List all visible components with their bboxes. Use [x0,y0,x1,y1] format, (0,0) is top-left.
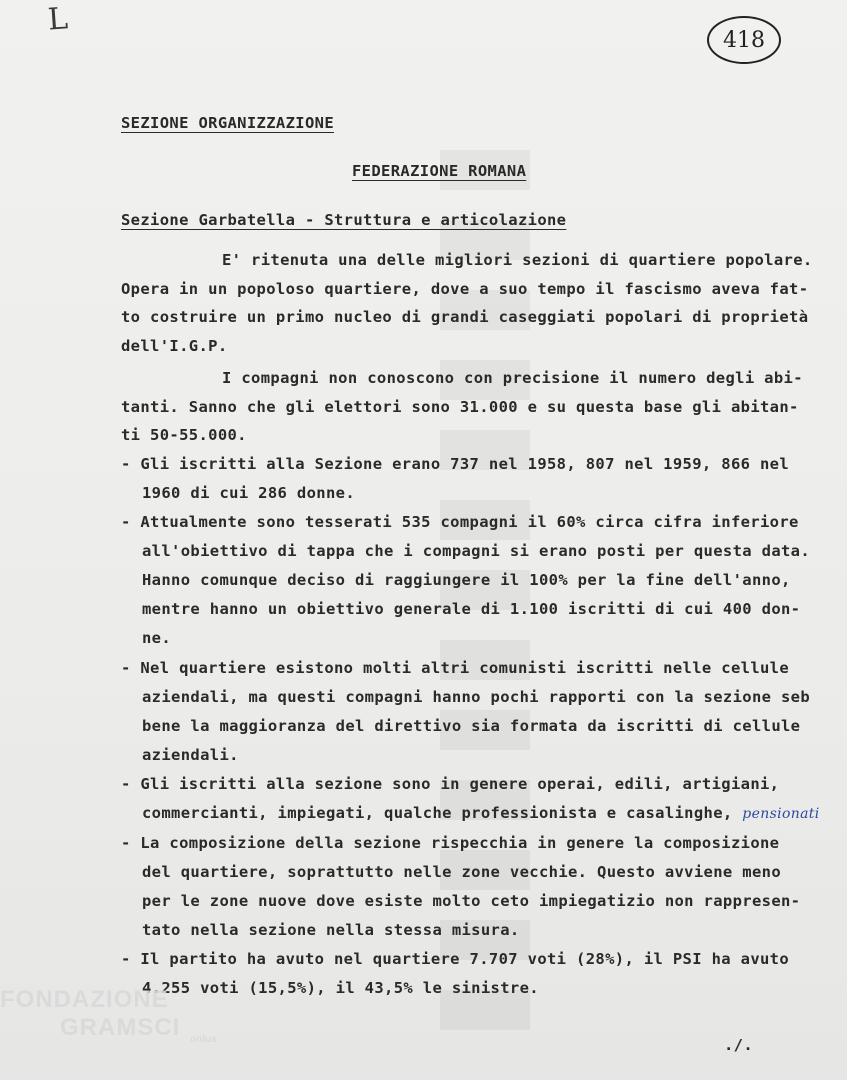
text-line: E' ritenuta una delle migliori sezioni di quartiere popolare. [222,251,813,269]
text-line: aziendali, ma questi compagni hanno pochi rapporti con la sezione seb [142,688,811,706]
subtitle-heading: Sezione Garbatella - Struttura e articolazione [121,211,567,229]
text-line: I compagni non conoscono con precisione il numero degli abi- [222,369,803,387]
watermark-line-3: onlus [190,1034,217,1045]
text-line: 4.255 voti (15,5%), il 43,5% le sinistre. [142,979,539,997]
text-line-with-annotation [142,804,820,822]
text-line: mentre hanno un obiettivo generale di 1.100 iscritti di cui 400 don- [142,600,801,618]
text-line: commercianti, impiegati, qualche professionista e casalinghe, [142,804,733,822]
section-heading: SEZIONE ORGANIZZAZIONE [121,114,334,132]
text-line: dell'I.G.P. [121,337,228,355]
text-line: - Attualmente sono tesserati 535 compagni il 60% circa cifra inferiore [121,513,799,531]
text-line: Opera in un popoloso quartiere, dove a suo tempo il fascismo aveva fat- [121,280,809,298]
text-line: to costruire un primo nucleo di grandi caseggiati popolari di proprietà [121,308,809,326]
text-line: bene la maggioranza del direttivo sia formata da iscritti di cellule [142,717,801,735]
text-line: all'obiettivo di tappa che i compagni si erano posti per questa data. [142,542,811,560]
text-line: Hanno comunque deciso di raggiungere il 100% per la fine dell'anno, [142,571,791,589]
text-line: 1960 di cui 286 donne. [142,484,355,502]
page-number-text: 418 [723,27,765,53]
text-line: per le zone nuove dove esiste molto ceto impiegatizio non rappresen- [142,892,801,910]
handwritten-addition: pensionati [742,806,820,822]
text-line: - Gli iscritti alla Sezione erano 737 nel 1958, 807 nel 1959, 866 nel [121,455,790,473]
text-line: tanti. Sanno che gli elettori sono 31.000 e su questa base gli abitan- [121,398,799,416]
watermark-line-1: FONDAZIONE [0,986,169,1013]
text-line: aziendali. [142,746,239,764]
text-line: del quartiere, soprattutto nelle zone vecchie. Questo avviene meno [142,863,781,881]
continuation-mark: ./. [724,1036,754,1054]
page-number-circled [707,16,781,64]
federation-heading: FEDERAZIONE ROMANA [352,162,527,180]
text-line: - Gli iscritti alla sezione sono in genere operai, edili, artigiani, [121,775,780,793]
corner-handwritten-mark: L [46,1,70,38]
watermark-line-2: GRAMSCI [60,1014,181,1041]
text-line: tato nella sezione nella stessa misura. [142,921,520,939]
text-line: - Nel quartiere esistono molti altri comunisti iscritti nelle cellule [121,659,790,677]
text-line: ne. [142,629,172,647]
text-line: - Il partito ha avuto nel quartiere 7.707 voti (28%), il PSI ha avuto [121,950,790,968]
fondazione-gramsci-watermark [0,986,217,1045]
text-line: - La composizione della sezione rispecchia in genere la composizione [121,834,780,852]
text-line: ti 50-55.000. [121,426,247,444]
